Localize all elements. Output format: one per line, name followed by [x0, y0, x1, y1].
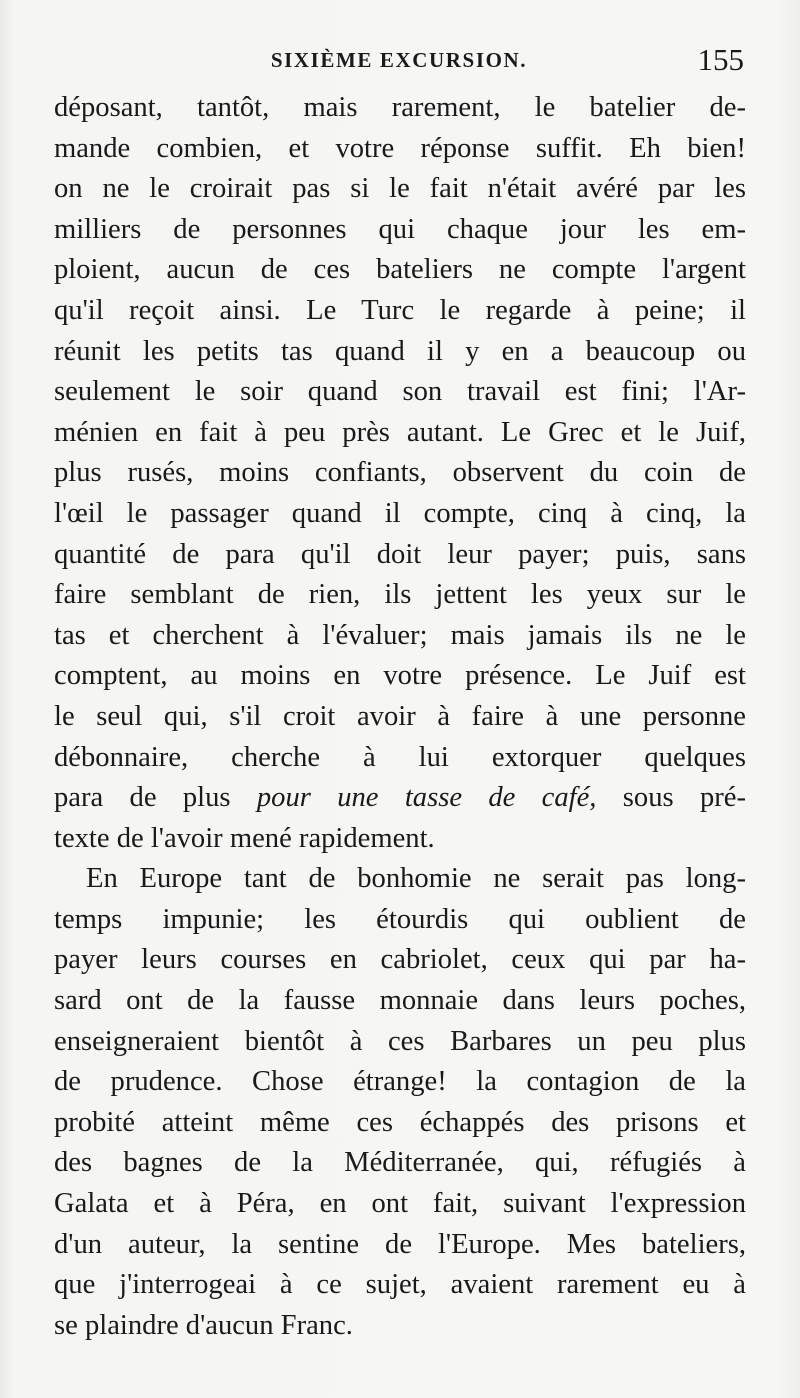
text-line: payer leurs courses en cabriolet, ceux qui par ha- [54, 944, 746, 976]
page-header [54, 44, 744, 84]
text-line: probité atteint même ces échappés des prisons et [54, 1106, 746, 1138]
text-line: déposant, tantôt, mais rarement, le batelier de- [54, 92, 746, 123]
text-line: débonnaire, cherche à lui extorquer quelques [54, 741, 746, 773]
text-line: des bagnes de la Méditerranée, qui, réfugiés à [54, 1147, 746, 1179]
text-line-with-italic [54, 778, 746, 819]
text-line: seulement le soir quand son travail est fini; l'Ar- [54, 376, 746, 408]
text-line: quantité de para qu'il doit leur payer; puis, sans [54, 538, 746, 570]
text-segment: sous pré- [596, 782, 746, 814]
text-line: temps impunie; les étourdis qui oublient de [54, 903, 746, 935]
text-line: enseigneraient bientôt à ces Barbares un peu plus [54, 1025, 746, 1057]
text-line: l'œil le passager quand il compte, cinq à cinq, la [54, 497, 746, 529]
running-head: SIXIÈME EXCURSION. [270, 48, 528, 72]
text-line: réunit les petits tas quand il y en a beaucoup ou [54, 335, 746, 367]
text-line: ploient, aucun de ces bateliers ne compte l'argent [54, 254, 746, 286]
text-line: sard ont de la fausse monnaie dans leurs poches, [54, 985, 746, 1017]
text-line: comptent, au moins en votre présence. Le Juif est [54, 660, 746, 692]
text-line: tas et cherchent à l'évaluer; mais jamais ils ne le [54, 619, 746, 651]
text-line: plus rusés, moins confiants, observent du coin de [54, 457, 746, 489]
text-line: le seul qui, s'il croit avoir à faire à une personne [54, 700, 746, 732]
body-text [54, 88, 746, 1346]
page-number: 155 [697, 42, 744, 77]
text-line: texte de l'avoir mené rapidement. [54, 822, 435, 854]
text-line: que j'interrogeai à ce sujet, avaient rarement eu à [54, 1269, 746, 1301]
text-line: se plaindre d'aucun Franc. [54, 1309, 353, 1341]
text-line: mande combien, et votre réponse suffit. Eh bien! [54, 132, 746, 164]
text-segment: para de plus [54, 782, 257, 814]
text-line: qu'il reçoit ainsi. Le Turc le regarde à peine; il [54, 294, 746, 326]
paragraph-2 [54, 859, 746, 1346]
text-line: milliers de personnes qui chaque jour les em- [54, 213, 746, 245]
text-line: d'un auteur, la sentine de l'Europe. Mes bateliers, [54, 1228, 746, 1260]
text-line: ménien en fait à peu près autant. Le Grec et le Juif, [54, 416, 746, 448]
italic-phrase: pour une tasse de café, [256, 782, 597, 814]
text-line: En Europe tant de bonhomie ne serait pas long- [86, 863, 746, 895]
text-line: Galata et à Péra, en ont fait, suivant l'expression [54, 1188, 746, 1220]
paragraph-1 [54, 88, 746, 859]
text-line: on ne le croirait pas si le fait n'était avéré par les [54, 173, 746, 205]
text-line: de prudence. Chose étrange! la contagion de la [54, 1066, 746, 1098]
text-line: faire semblant de rien, ils jettent les yeux sur le [54, 579, 746, 611]
